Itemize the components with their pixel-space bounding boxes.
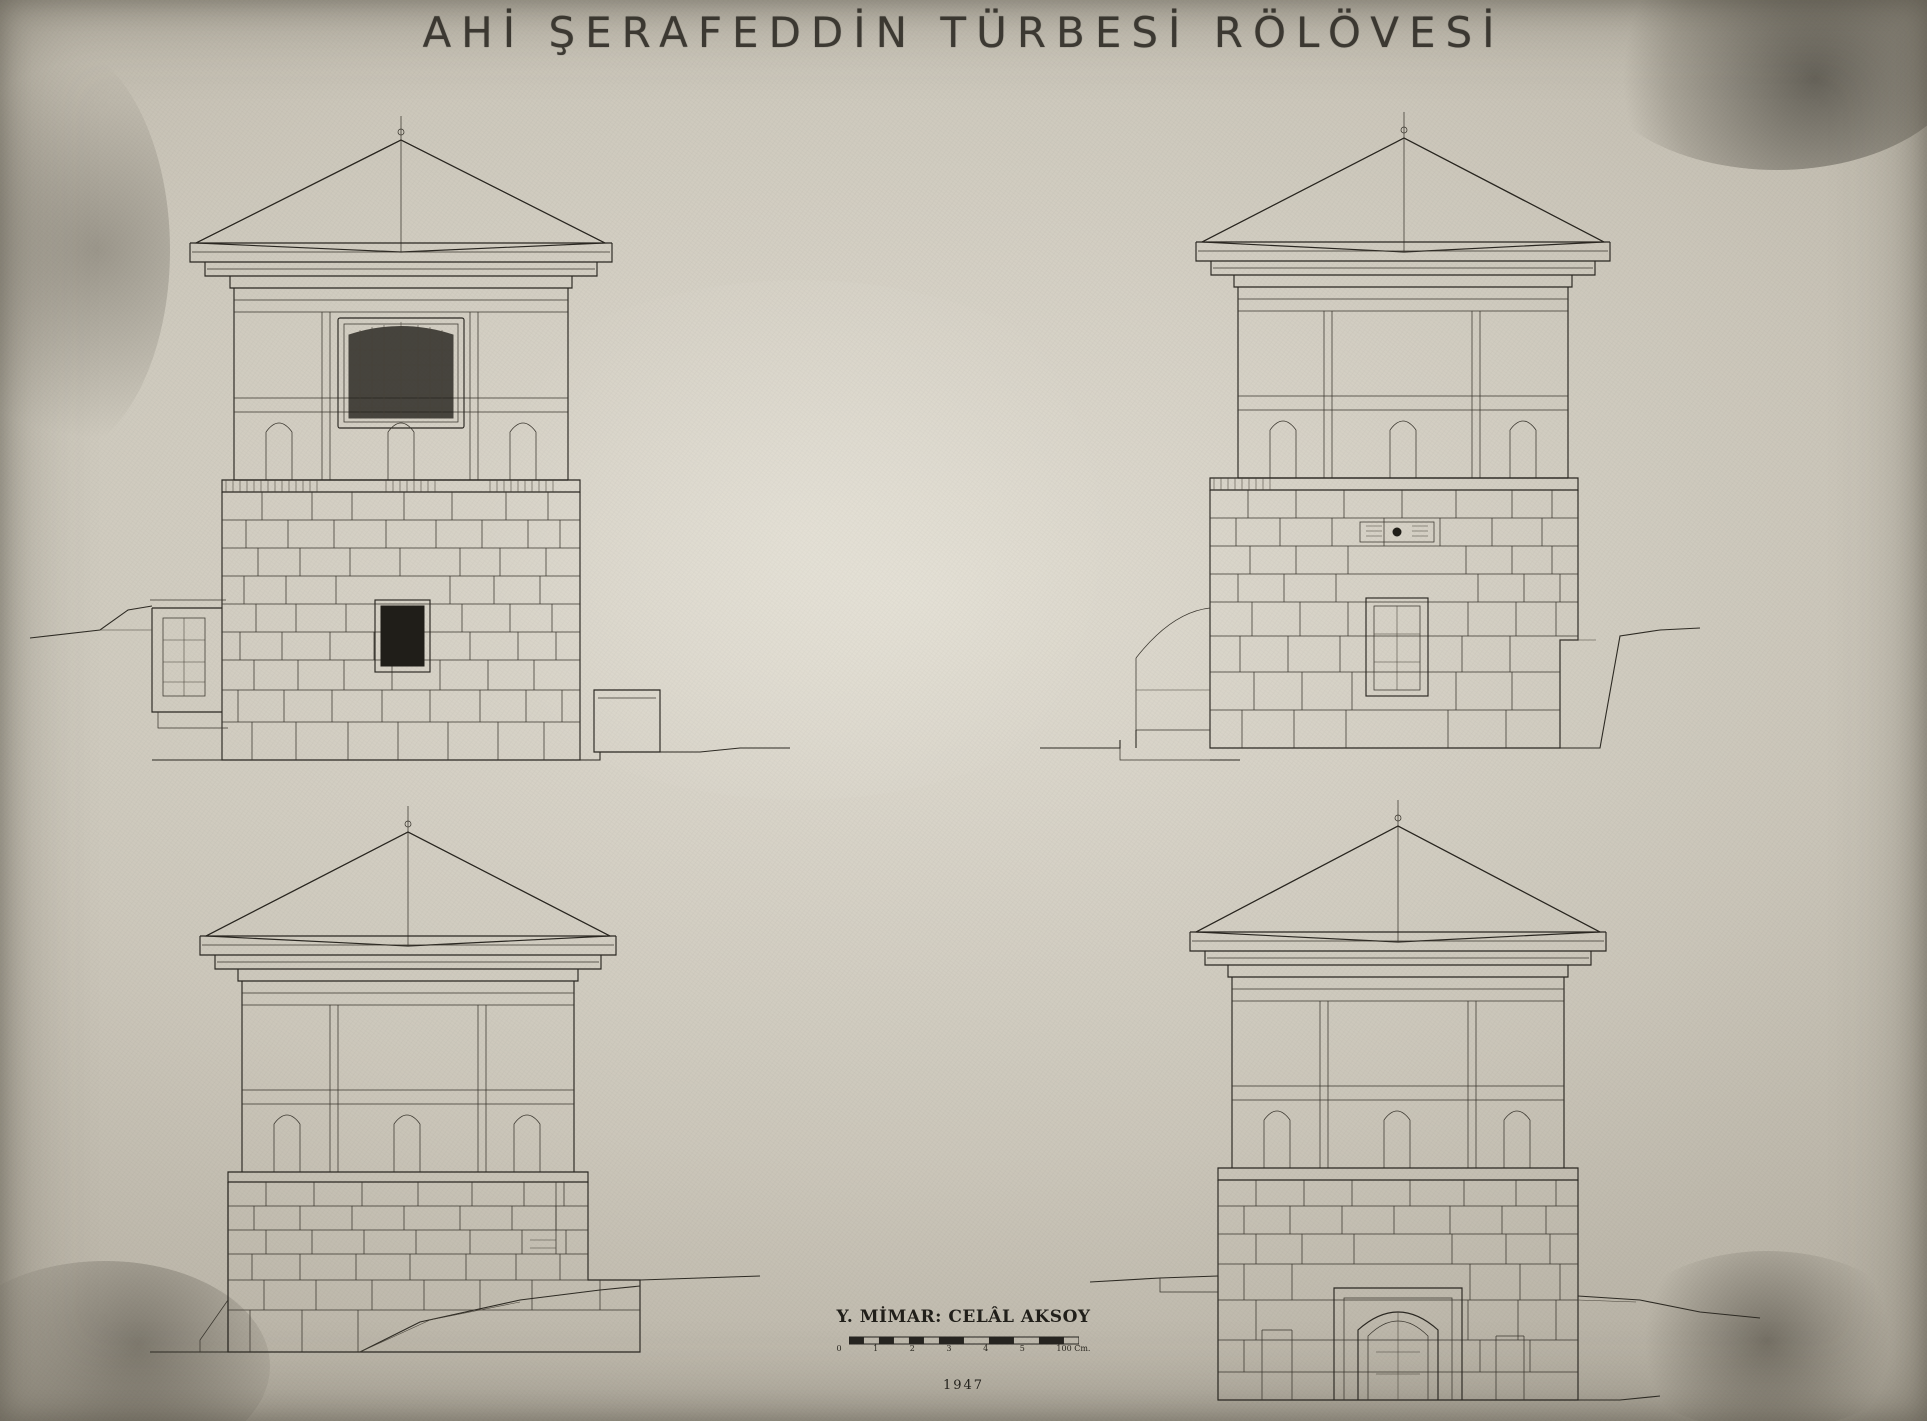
scale-label-4: 4 <box>983 1344 989 1353</box>
scale-label-3: 3 <box>946 1344 952 1353</box>
scale-label-2: 2 <box>909 1344 915 1353</box>
scale-label-100cm: 100 Cm. <box>1056 1344 1091 1353</box>
scale-bar-labels <box>836 1344 1090 1353</box>
scale-label-0: 0 <box>836 1344 842 1353</box>
scale-label-1: 1 <box>873 1344 879 1353</box>
credit-block <box>836 1307 1090 1393</box>
drawing-year: 1947 <box>942 1378 985 1393</box>
scale-bar <box>836 1334 1090 1356</box>
sheet-title: AHİ ŞERAFEDDİN TÜRBESİ RÖLÖVESİ <box>422 8 1505 57</box>
scale-label-5: 5 <box>1019 1344 1025 1353</box>
architect-credit: Y. MİMAR: CELÂL AKSOY <box>836 1307 1091 1327</box>
